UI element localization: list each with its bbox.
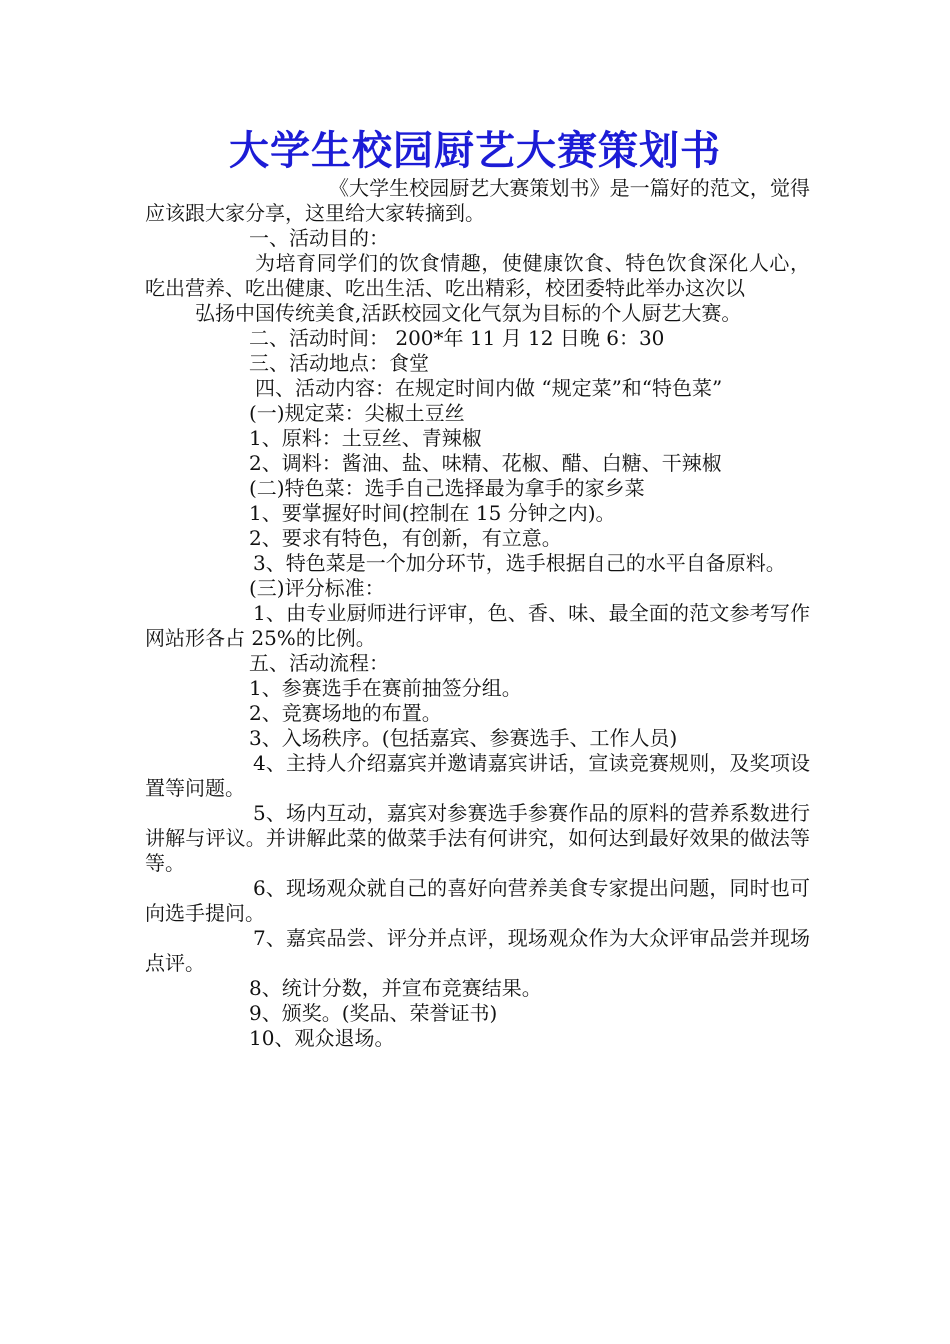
list-item: 1、由专业厨师进行评审，色、香、味、最全面的范文参考写作网站形各占 25%的比例。 — [145, 601, 810, 650]
section-heading-content: 四、活动内容：在规定时间内做 “规定菜”和“特色菜” — [255, 376, 723, 400]
list-item: 6、现场观众就自己的喜好向营养美食专家提出问题，同时也可向选手提问。 — [145, 876, 810, 925]
subsection-scoring: (三)评分标准： — [249, 576, 385, 600]
list-item: 3、特色菜是一个加分环节，选手根据自己的水平自备原料。 — [253, 551, 786, 575]
list-item: 2、要求有特色，有创新，有立意。 — [249, 526, 562, 550]
section-heading-purpose: 一、活动目的： — [249, 226, 389, 250]
purpose-paragraph: 为培育同学们的饮食情趣，使健康饮食、特色饮食深化人心，吃出营养、吃出健康、吃出生活、吃出精彩，校团委特此举办这次以 — [145, 251, 810, 300]
document-title: 大学生校园厨艺大赛策划书 — [229, 128, 721, 174]
subsection-special-dish: (二)特色菜：选手自己选择最为拿手的家乡菜 — [249, 476, 645, 500]
list-item: 1、原料：土豆丝、青辣椒 — [249, 426, 482, 450]
list-item: 9、颁奖。(奖品、荣誉证书) — [249, 1001, 498, 1025]
purpose-paragraph-continued: 弘扬中国传统美食,活跃校园文化气氛为目标的个人厨艺大赛。 — [195, 301, 742, 325]
list-item: 5、场内互动，嘉宾对参赛选手参赛作品的原料的营养系数进行讲解与评议。并讲解此菜的做菜手法有何讲究，如何达到最好效果的做法等等。 — [145, 801, 810, 875]
list-item: 2、调料：酱油、盐、味精、花椒、醋、白糖、干辣椒 — [249, 451, 722, 475]
list-item: 10、观众退场。 — [249, 1026, 395, 1050]
section-heading-process: 五、活动流程： — [249, 651, 389, 675]
section-heading-time: 二、活动时间： 200*年 11 月 12 日晚 6：30 — [249, 326, 665, 350]
list-item: 1、参赛选手在赛前抽签分组。 — [249, 676, 522, 700]
list-item: 7、嘉宾品尝、评分并点评，现场观众作为大众评审品尝并现场点评。 — [145, 926, 810, 975]
list-item: 8、统计分数，并宣布竞赛结果。 — [249, 976, 542, 1000]
list-item: 3、入场秩序。(包括嘉宾、参赛选手、工作人员) — [249, 726, 678, 750]
intro-paragraph: 《大学生校园厨艺大赛策划书》是一篇好的范文，觉得应该跟大家分享，这里给大家转摘到。 — [145, 176, 810, 225]
document-body — [145, 176, 810, 1051]
list-item: 4、主持人介绍嘉宾并邀请嘉宾讲话，宣读竞赛规则，及奖项设置等问题。 — [145, 751, 810, 800]
list-item: 2、竞赛场地的布置。 — [249, 701, 442, 725]
section-heading-location: 三、活动地点：食堂 — [249, 351, 429, 375]
subsection-required-dish: (一)规定菜：尖椒土豆丝 — [249, 401, 465, 425]
list-item: 1、要掌握好时间(控制在 15 分钟之内)。 — [249, 501, 616, 525]
